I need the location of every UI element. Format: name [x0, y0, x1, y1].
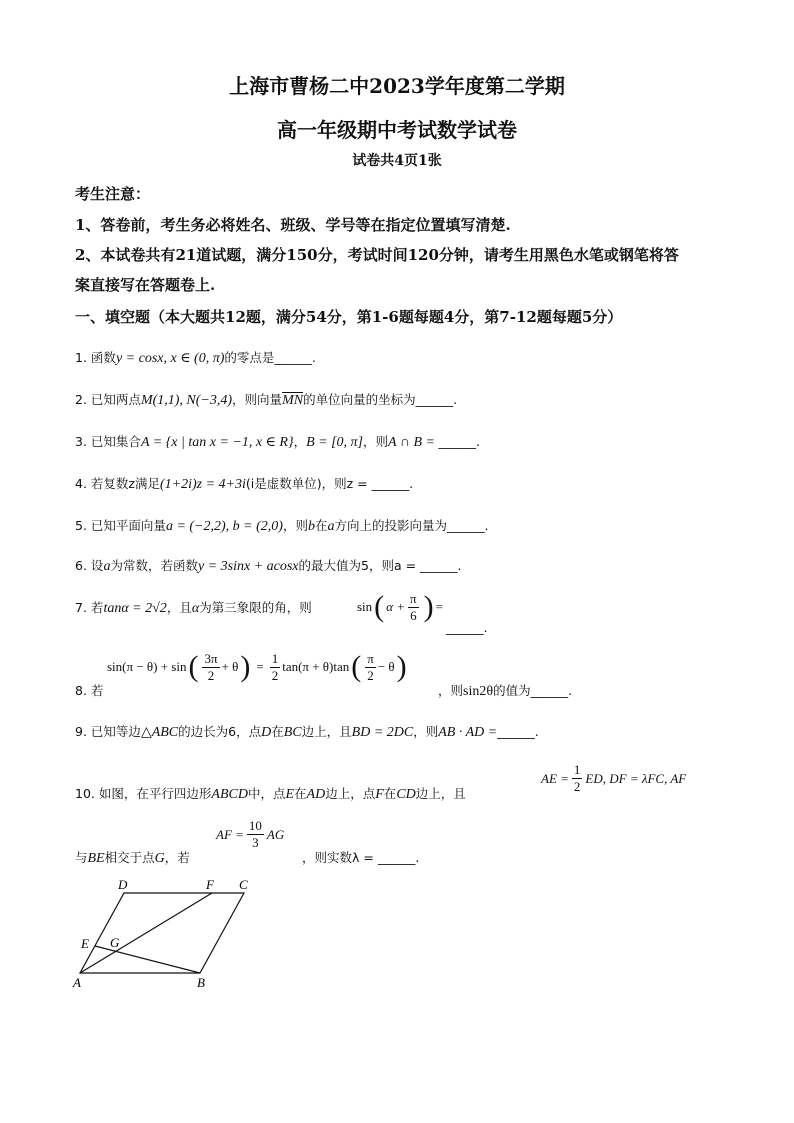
question-text: 相交于点 — [104, 850, 155, 865]
math-expr: AE = — [541, 770, 569, 786]
question-text: 在 — [271, 724, 284, 739]
math-expr: a = (−2,2), b = (2,0) — [165, 519, 283, 534]
notice-heading: 考生注意： — [75, 185, 151, 203]
question-10-line2 — [75, 848, 190, 867]
question-text: 的值为______. — [493, 683, 573, 698]
question-text: ，若 — [164, 850, 190, 865]
question-text: 已知集合 — [90, 434, 141, 449]
question-text: ，则 — [282, 518, 308, 533]
fraction-denominator: 3 — [252, 835, 259, 850]
math-expr: M(1,1), N(−3,4) — [140, 393, 233, 408]
math-expr: sin2θ — [463, 684, 494, 699]
parallelogram-abcd — [80, 893, 244, 973]
fraction — [270, 651, 281, 684]
question-number: 1. — [75, 350, 87, 365]
question-text: 已知两点 — [90, 392, 141, 407]
paper-subtitle: 高一年级期中考试数学试卷 — [277, 118, 517, 142]
page-count: 试卷共4页1张 — [352, 153, 442, 169]
fraction-numerator: 1 — [573, 762, 581, 777]
question-text: 方向上的投影向量为______. — [334, 518, 489, 533]
question-text: 中，点 — [247, 786, 286, 801]
notice-item-2b: 案直接写在答题卷上. — [75, 276, 216, 294]
math-var: D — [261, 725, 272, 740]
math-var: G — [154, 851, 165, 866]
question-text: ， — [293, 434, 307, 449]
question-text: 函数 — [90, 350, 116, 365]
question-number: 6. — [75, 558, 87, 573]
math-expr: ED, DF = λFC, AF — [585, 770, 687, 786]
fraction-denominator: 2 — [367, 667, 374, 683]
question-number: 5. — [75, 518, 87, 533]
question-text: 若 — [90, 683, 104, 698]
vector-mn: $\overline{MN}$ — [282, 393, 304, 408]
question-text: 边上，点 — [325, 786, 376, 801]
question-number: 4. — [75, 476, 87, 491]
question-text: ______. — [497, 724, 539, 739]
question-text: 若复数z满足 — [90, 476, 160, 491]
question-text: 设 — [90, 558, 104, 573]
math-expr: (1+2i)z = 4+3i — [159, 477, 246, 492]
math-var: F — [375, 787, 384, 802]
question-text: ，且 — [166, 600, 192, 615]
fraction-denominator: 2 — [271, 667, 279, 683]
label-f: F — [206, 877, 214, 892]
math-var: AD — [306, 787, 326, 802]
vector-b: b — [307, 519, 315, 534]
question-text: 如图，在平行四边形 — [98, 786, 212, 801]
question-number: 9. — [75, 724, 87, 739]
fraction — [408, 591, 419, 624]
question-text: 若 — [90, 600, 104, 615]
question-3 — [75, 432, 480, 451]
question-text: 边上，且 — [301, 724, 352, 739]
section-heading: 一、填空题（本大题共12题，满分54分，第1-6题每题4分，第7-12题每题5分） — [75, 308, 623, 326]
question-1 — [75, 348, 316, 367]
question-number: 2. — [75, 392, 87, 407]
math-var: CD — [396, 787, 416, 802]
math-expr: y = 3sinx + acosx — [197, 559, 299, 574]
question-text: 的边长为6，点 — [178, 724, 262, 739]
math-expr: AG — [266, 826, 285, 842]
q8-expression: sin(π − θ) + sin ( $\frac{3\pi}{2}$ + θ ) = $\frac{1}{2}$ tan(π + θ)tan ( $\frac{\pi}{2}$ − θ ) — [107, 650, 407, 683]
question-text: 与 — [75, 850, 88, 865]
question-text: ，则向量 — [232, 392, 283, 407]
math-expr: A ∩ B = — [388, 435, 439, 450]
question-5 — [75, 516, 488, 535]
label-g: G — [110, 935, 120, 950]
math-var: α — [191, 601, 200, 616]
math-expr: sin — [357, 599, 373, 614]
question-text: 在 — [314, 518, 328, 533]
parallelogram-figure — [70, 875, 260, 995]
question-number: 8. — [75, 683, 87, 698]
math-expr: sin(π − θ) + sin — [107, 659, 187, 674]
fraction — [247, 818, 264, 851]
fraction — [365, 651, 376, 684]
question-text: 的零点是______. — [224, 350, 316, 365]
q7-expression: sin ( α + $\frac{\pi}{6}$ ) = — [357, 590, 443, 623]
label-c: C — [239, 877, 248, 892]
question-2 — [75, 390, 457, 409]
q10-condition — [541, 762, 686, 795]
segment-be — [95, 946, 200, 973]
label-b: B — [197, 975, 205, 990]
math-var: E — [285, 787, 295, 802]
question-text: 在 — [294, 786, 307, 801]
math-expr: tan(π + θ)tan — [282, 659, 350, 674]
math-expr: α + — [386, 599, 406, 614]
math-expr: AF = — [216, 826, 244, 842]
question-10-line2-tail: ，则实数λ = ______. — [302, 850, 420, 865]
fraction-numerator: π — [410, 590, 417, 606]
math-expr: A = {x | tan x = −1, x ∈ R} — [140, 435, 294, 450]
question-text: 在 — [383, 786, 397, 801]
question-8 — [75, 681, 103, 699]
math-expr: y = cosx, x ∈ (0, π) — [115, 351, 225, 366]
question-text: 为常数，若函数 — [110, 558, 198, 573]
segment-af — [80, 893, 212, 973]
q10-af-condition — [216, 818, 284, 851]
math-expr: − θ — [377, 659, 395, 674]
math-expr: AB · AD = — [438, 725, 498, 740]
q7-blank: ______. — [446, 620, 488, 635]
equals: = — [435, 599, 443, 614]
math-var: ABCD — [211, 787, 248, 802]
question-text: 边上，且 — [415, 786, 466, 801]
question-text: 已知等边 — [90, 724, 141, 739]
fraction-denominator: 6 — [410, 607, 417, 623]
question-text: ，则z = ______. — [321, 476, 414, 491]
notice-item-1: 1、答卷前，考生务必将姓名、班级、学号等在指定位置填写清楚. — [75, 216, 511, 234]
math-expr: + θ — [221, 659, 239, 674]
question-6 — [75, 556, 462, 575]
question-text: 的单位向量的坐标为______. — [303, 392, 458, 407]
question-number: 7. — [75, 600, 87, 615]
paper-title: 上海市曹杨二中2023学年度第二学期 — [229, 74, 565, 98]
question-text: ______. — [438, 434, 480, 449]
math-expr: B = [0, π] — [306, 435, 364, 450]
fraction-numerator: 3π — [204, 650, 218, 666]
question-7 — [75, 598, 312, 617]
question-text: (i是虚数单位) — [245, 476, 322, 491]
question-9 — [75, 722, 539, 741]
fraction — [572, 762, 583, 795]
label-e: E — [81, 936, 89, 951]
math-expr: tanα = 2√2 — [103, 601, 167, 616]
equals: = — [256, 659, 264, 674]
question-number: 10. — [75, 786, 95, 801]
question-8-tail — [438, 681, 572, 700]
math-var: a — [103, 559, 111, 574]
math-var: BE — [87, 851, 105, 866]
math-expr: △ABC — [140, 725, 179, 740]
fraction-numerator: 1 — [271, 650, 279, 666]
question-text: 为第三象限的角，则 — [199, 600, 312, 615]
vector-a: a — [327, 519, 335, 534]
question-10 — [75, 784, 466, 803]
question-text: ，则 — [363, 434, 389, 449]
math-var: BC — [283, 725, 302, 740]
question-text: ，则 — [413, 724, 439, 739]
fraction-denominator: 2 — [207, 667, 215, 683]
fraction — [202, 651, 219, 684]
fraction-denominator: 2 — [573, 779, 581, 794]
question-text: ，则 — [438, 683, 464, 698]
question-number: 3. — [75, 434, 87, 449]
fraction-numerator: π — [367, 650, 374, 666]
fraction-numerator: 10 — [248, 818, 262, 833]
question-text: 已知平面向量 — [90, 518, 166, 533]
label-a: A — [73, 975, 81, 990]
math-expr: BD = 2DC — [351, 725, 414, 740]
label-d: D — [118, 877, 128, 892]
question-4 — [75, 474, 413, 493]
question-text: 的最大值为5，则a = ______. — [298, 558, 462, 573]
notice-item-2a: 2、本试卷共有21道试题，满分150分，考试时间120分钟，请考生用黑色水笔或钢笔将答 — [75, 246, 679, 264]
